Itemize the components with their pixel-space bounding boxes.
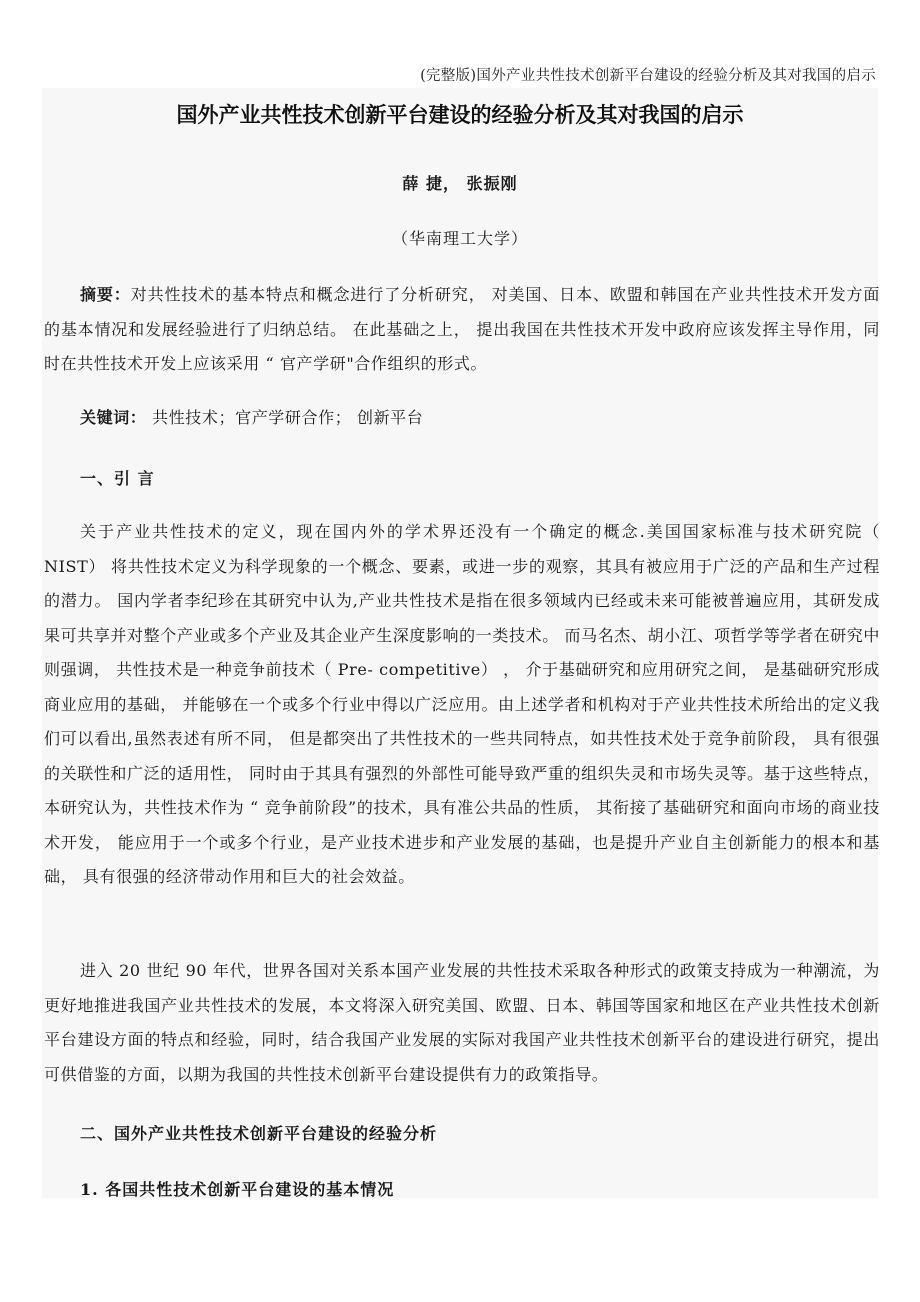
running-header: (完整版)国外产业共性技术创新平台建设的经验分析及其对我国的启示 (420, 68, 876, 84)
section-heading-intro: 一、引 言 (80, 469, 155, 488)
abstract-text: 对共性技术的基本特点和概念进行了分析研究， 对美国、日本、欧盟和韩国在产业共性技术开发方面的基本情况和发展经验进行了归纳总结。 在此基础之上， 提出我国在共性技术开发中政府应该发挥主导作用，同时在共性技术开发上应该采用 “ 官产学研"合作组织的形式。 (44, 285, 880, 373)
keywords-label: 关键词： (80, 408, 147, 427)
subsection-heading-1: 1. 各国共性技术创新平台建设的基本情况 (80, 1180, 395, 1199)
affiliation: （华南理工大学） (391, 229, 528, 248)
intro-paragraph-2: 进入 20 世纪 90 年代，世界各国对关系本国产业发展的共性技术采取各种形式的政策支持成为一种潮流，为更好地推进我国产业共性技术的发展，本文将深入研究美国、欧盟、日本、韩国等国家和地区在产业共性技术创新平台建设方面的特点和经验，同时，结合我国产业发展的实际对我国产业共性技术创新平台的建设进行研究，提出可供借鉴的方面，以期为我国的共性技术创新平台建设提供有力的政策指导。 (44, 961, 880, 1084)
abstract-paragraph (44, 278, 880, 382)
abstract-label: 摘要： (80, 285, 131, 304)
keywords-text: 共性技术；官产学研合作； 创新平台 (146, 408, 424, 427)
intro-paragraph-1: 关于产业共性技术的定义，现在国内外的学术界还没有一个确定的概念.美国国家标准与技术研究院（ NIST） 将共性技术定义为科学现象的一个概念、要素，或进一步的观察，其具有被应用于广泛的产品和生产过程的潜力。 国内学者李纪珍在其研究中认为,产业共性技术是指在很多领域内已经或未来可能被普遍应用，其研发成果可共享并对整个产业或多个产业及其企业产生深度影响的一类技术。 而马名杰、胡小江、项哲学等学者在研究中则强调， 共性技术是一种竞争前技术（ Pre- competitive） ， 介于基础研究和应用研究之间， 是基础研究形成商业应用的基础， 并能够在一个或多个行业中得以广泛应用。由上述学者和机构对于产业共性技术所给出的定义我们可以看出,虽然表述有所不同， 但是都突出了共性技术的一些共同特点，如共性技术处于竞争前阶段， 具有很强的关联性和广泛的适用性， 同时由于其具有强烈的外部性可能导致严重的组织失灵和市场失灵等。基于这些特点，本研究认为，共性技术作为 “ 竞争前阶段”的技术，具有准公共品的性质， 其衔接了基础研究和面向市场的商业技术开发， 能应用于一个或多个行业，是产业技术进步和产业发展的基础，也是提升产业自主创新能力的根本和基础， 具有很强的经济带动作用和巨大的社会效益。 (44, 522, 880, 886)
section-heading-2: 二、国外产业共性技术创新平台建设的经验分析 (80, 1124, 438, 1143)
paper-title: 国外产业共性技术创新平台建设的经验分析及其对我国的启示 (176, 103, 744, 127)
authors: 薛 捷， 张振刚 (402, 174, 518, 193)
keywords-paragraph (44, 401, 880, 436)
